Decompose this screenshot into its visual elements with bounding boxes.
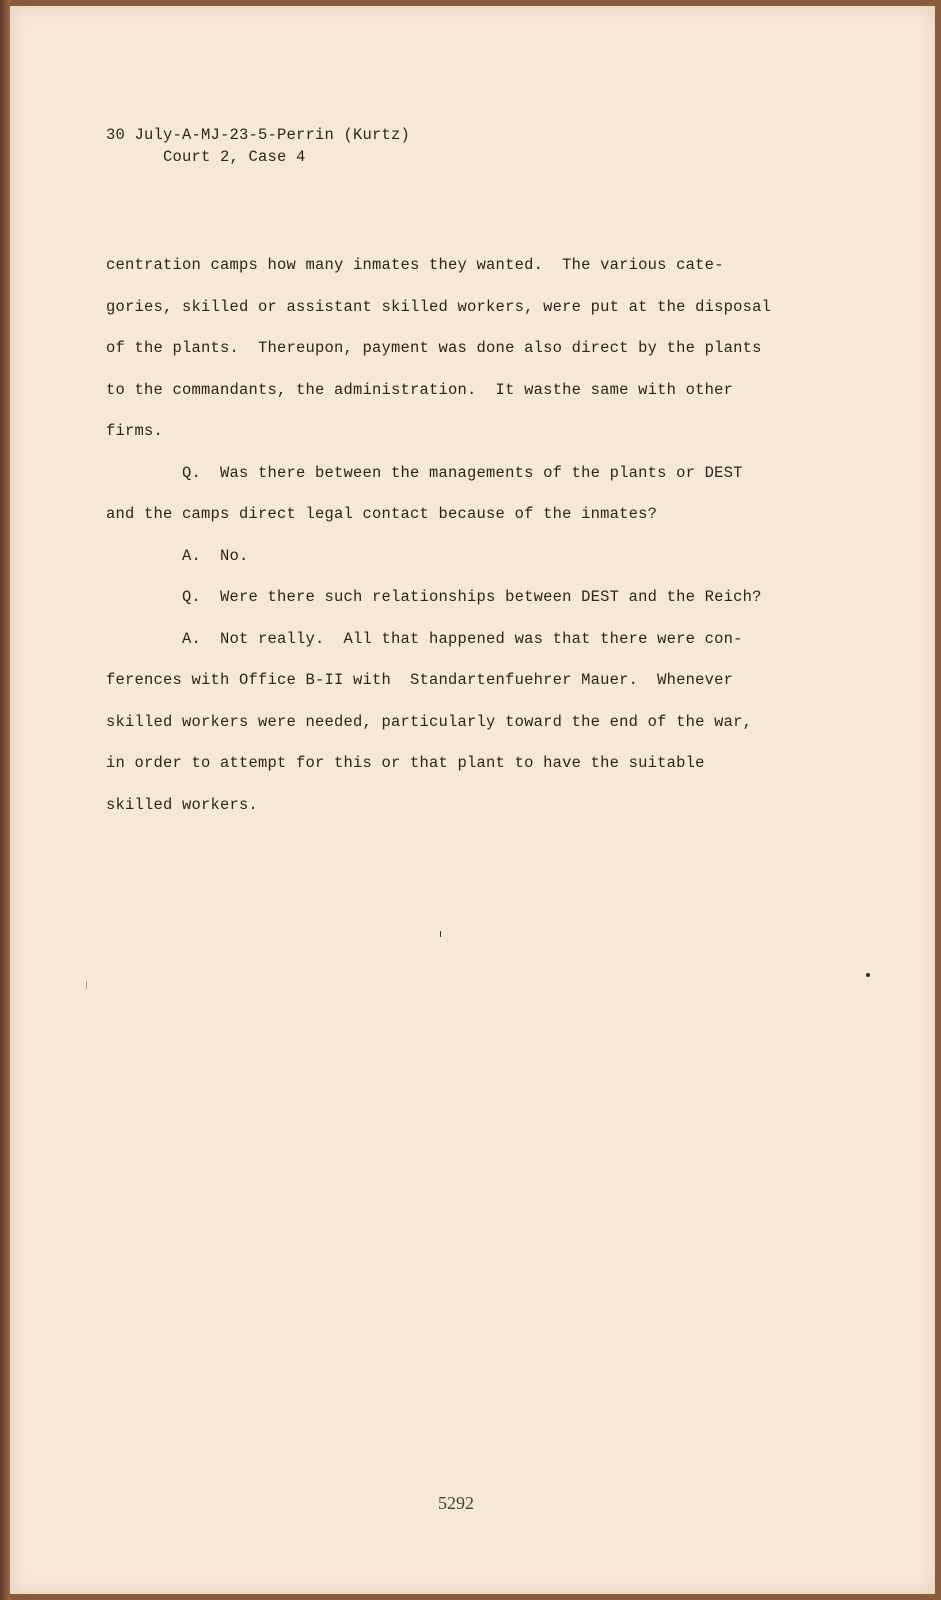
body-line: of the plants. Thereupon, payment was done also direct by the plants — [106, 339, 762, 357]
paper-speck — [866, 973, 870, 977]
body-line: firms. — [106, 422, 164, 440]
header-line: Court 2, Case 4 — [106, 148, 306, 166]
document-page — [10, 6, 935, 1594]
question-line: Q. Were there such relationships between DEST and the Reich? — [106, 588, 762, 606]
answer-line: A. No. — [106, 546, 249, 565]
document-header — [106, 124, 410, 168]
body-line: skilled workers were needed, particularly toward the end of the war, — [106, 712, 753, 731]
body-line: skilled workers. — [106, 795, 259, 814]
question-line: Q. Was there between the managements of the plants or DEST — [106, 463, 743, 482]
paper-speck — [86, 981, 87, 989]
document-body — [106, 245, 771, 826]
body-line: to the commandants, the administration. It wasthe same with other — [106, 380, 734, 399]
header-line: 30 July-A-MJ-23-5-Perrin (Kurtz) — [106, 126, 411, 144]
scan-edge — [0, 0, 10, 1600]
page-number: 5292 — [438, 1493, 474, 1513]
body-line: gories, skilled or assistant skilled workers, were put at the disposal — [106, 297, 772, 316]
answer-line: A. Not really. All that happened was that there were con- — [106, 629, 743, 648]
body-line: and the camps direct legal contact because of the inmates? — [106, 505, 658, 523]
body-line: centration camps how many inmates they wanted. The various cate- — [106, 256, 724, 274]
body-line: in order to attempt for this or that plant to have the suitable — [106, 754, 705, 772]
paper-speck — [440, 931, 441, 937]
body-line: ferences with Office B-II with Standartenfuehrer Mauer. Whenever — [106, 671, 734, 689]
